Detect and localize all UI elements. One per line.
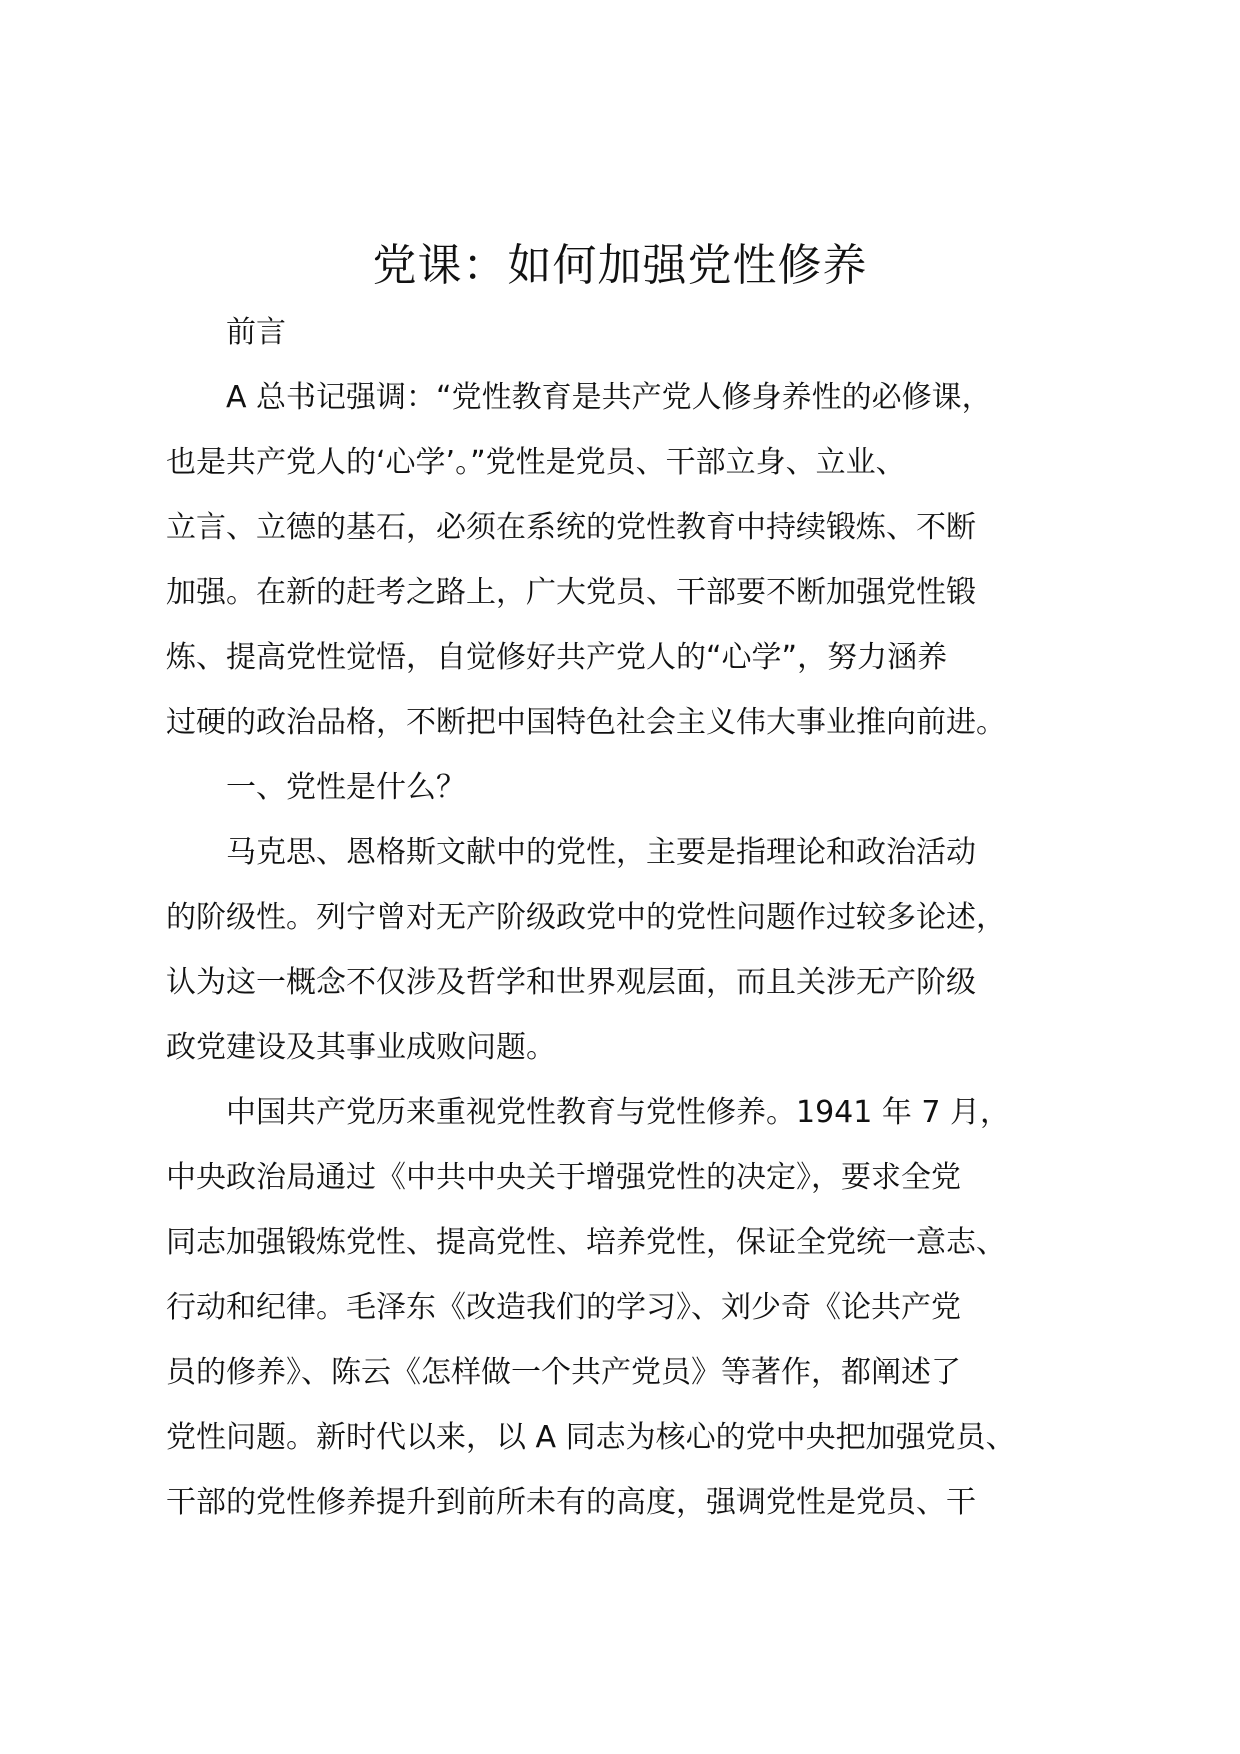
text-line: 政党建设及其事业成败问题。 xyxy=(166,1030,556,1065)
text-line: A 总书记强调：“党性教育是共产党人修身养性的必修课， xyxy=(226,380,992,415)
text-line: 认为这一概念不仅涉及哲学和世界观层面，而且关涉无产阶级 xyxy=(166,965,976,1000)
text-line: 一、党性是什么？ xyxy=(226,770,466,805)
text-line: 员的修养》、陈云《怎样做一个共产党员》等著作，都阐述了 xyxy=(166,1355,961,1390)
text-line: 中央政治局通过《中共中央关于增强党性的决定》，要求全党 xyxy=(166,1160,961,1195)
text-line: 立言、立德的基石，必须在系统的党性教育中持续锻炼、不断 xyxy=(166,510,976,545)
text-line: 前言 xyxy=(226,315,286,350)
text-line: 过硬的政治品格，不断把中国特色社会主义伟大事业推向前进。 xyxy=(166,705,1006,740)
text-line: 同志加强锻炼党性、提高党性、培养党性，保证全党统一意志、 xyxy=(166,1225,1006,1260)
text-line: 的阶级性。列宁曾对无产阶级政党中的党性问题作过较多论述， xyxy=(166,900,1006,935)
paragraph-intro xyxy=(166,365,1131,755)
text-line: 炼、提高党性觉悟，自觉修好共产党人的“心学”，努力涵养 xyxy=(166,640,948,675)
heading-preface xyxy=(166,300,1131,365)
text-line: 行动和纪律。毛泽东《改造我们的学习》、刘少奇《论共产党 xyxy=(166,1290,961,1325)
text-line: 马克思、恩格斯文献中的党性，主要是指理论和政治活动 xyxy=(226,835,976,870)
text-line: 干部的党性修养提升到前所未有的高度，强调党性是党员、干 xyxy=(166,1485,976,1520)
paragraph-marx-engels xyxy=(166,820,1131,1080)
text-line: 也是共产党人的‘心学’。”党性是党员、干部立身、立业、 xyxy=(166,445,906,480)
document-title: 党课：如何加强党性修养 xyxy=(372,240,868,291)
text-line: 加强。在新的赶考之路上，广大党员、干部要不断加强党性锻 xyxy=(166,575,976,610)
document-body xyxy=(166,300,1131,1535)
text-line: 中国共产党历来重视党性教育与党性修养。1941 年 7 月， xyxy=(226,1095,1011,1130)
heading-section-1 xyxy=(166,755,1131,820)
paragraph-cpc-history xyxy=(166,1080,1131,1535)
text-line: 党性问题。新时代以来，以 A 同志为核心的党中央把加强党员、 xyxy=(166,1420,1016,1455)
